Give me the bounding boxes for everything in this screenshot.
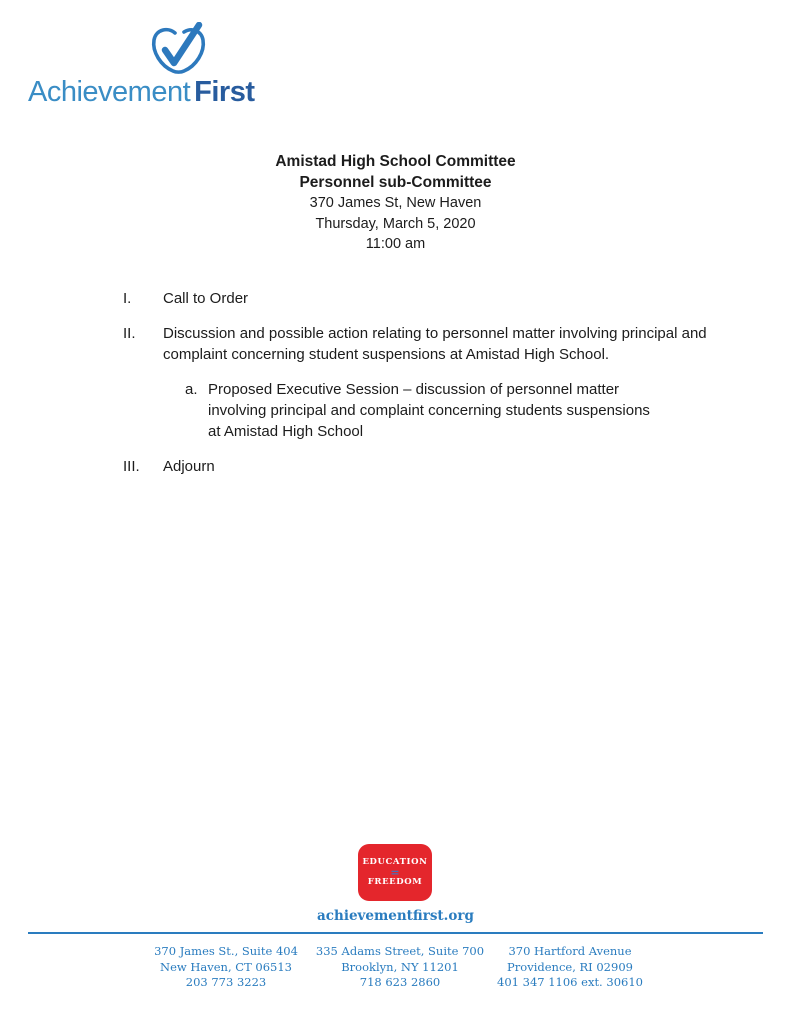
agenda-numeral: I. [123, 290, 132, 307]
logo-text-achievement: Achievement [28, 76, 191, 108]
agenda-item-text: Call to Order [163, 290, 249, 307]
office-new-haven [131, 944, 321, 991]
achievement-first-logo [28, 22, 258, 108]
agenda-item-text: Discussion and possible action relating to personnel matter involving principal and complaint concerning student suspensions at Amistad High School. [163, 325, 707, 363]
agenda-subitem-executive-session [185, 379, 723, 442]
agenda-numeral: III. [123, 458, 140, 475]
office-phone: 203 773 3223 [185, 975, 267, 989]
meeting-date: Thursday, March 5, 2020 [315, 215, 476, 232]
agenda-item-text: Adjourn [163, 458, 215, 475]
document-header [0, 151, 791, 255]
office-brooklyn [305, 944, 495, 991]
office-address-line: New Haven, CT 06513 [160, 959, 292, 974]
office-address-line: 370 Hartford Avenue [508, 944, 632, 958]
agenda-item-call-to-order [123, 288, 723, 309]
office-address-line: 335 Adams Street, Suite 700 [315, 944, 485, 958]
agenda-list [123, 288, 723, 477]
office-providence [475, 944, 665, 991]
meeting-address: 370 James St, New Haven [309, 195, 482, 211]
meeting-time: 11:00 am [365, 236, 426, 252]
office-address-line: Brooklyn, NY 11201 [341, 959, 459, 974]
badge-freedom-label: FREEDOM [367, 877, 423, 887]
apple-checkmark-icon [148, 22, 210, 80]
website-link[interactable]: achievementfirst.org [317, 908, 474, 924]
badge-education-label: EDUCATION [362, 857, 428, 867]
agenda-item-adjourn [123, 456, 723, 477]
logo-text-first: First [194, 76, 255, 108]
footer-divider [28, 932, 763, 934]
office-phone: 401 347 1106 ext. 30610 [497, 975, 643, 989]
education-freedom-badge [358, 844, 432, 901]
equals-icon: = [390, 866, 400, 879]
agenda-subitem-letter: a. [185, 381, 198, 398]
office-address-line: 370 James St., Suite 404 [154, 944, 298, 958]
logo-wordmark [28, 76, 255, 109]
agenda-numeral: II. [123, 325, 136, 342]
office-address-line: Providence, RI 02909 [507, 959, 633, 974]
agenda-item-discussion [123, 323, 723, 365]
committee-title: Amistad High School Committee [275, 153, 516, 170]
subcommittee-title: Personnel sub-Committee [299, 174, 492, 191]
office-phone: 718 623 2860 [359, 975, 441, 989]
agenda-subitem-text: Proposed Executive Session – discussion of personnel matter involving principal and complaint concerning students suspensions at Amistad High School [208, 381, 650, 440]
